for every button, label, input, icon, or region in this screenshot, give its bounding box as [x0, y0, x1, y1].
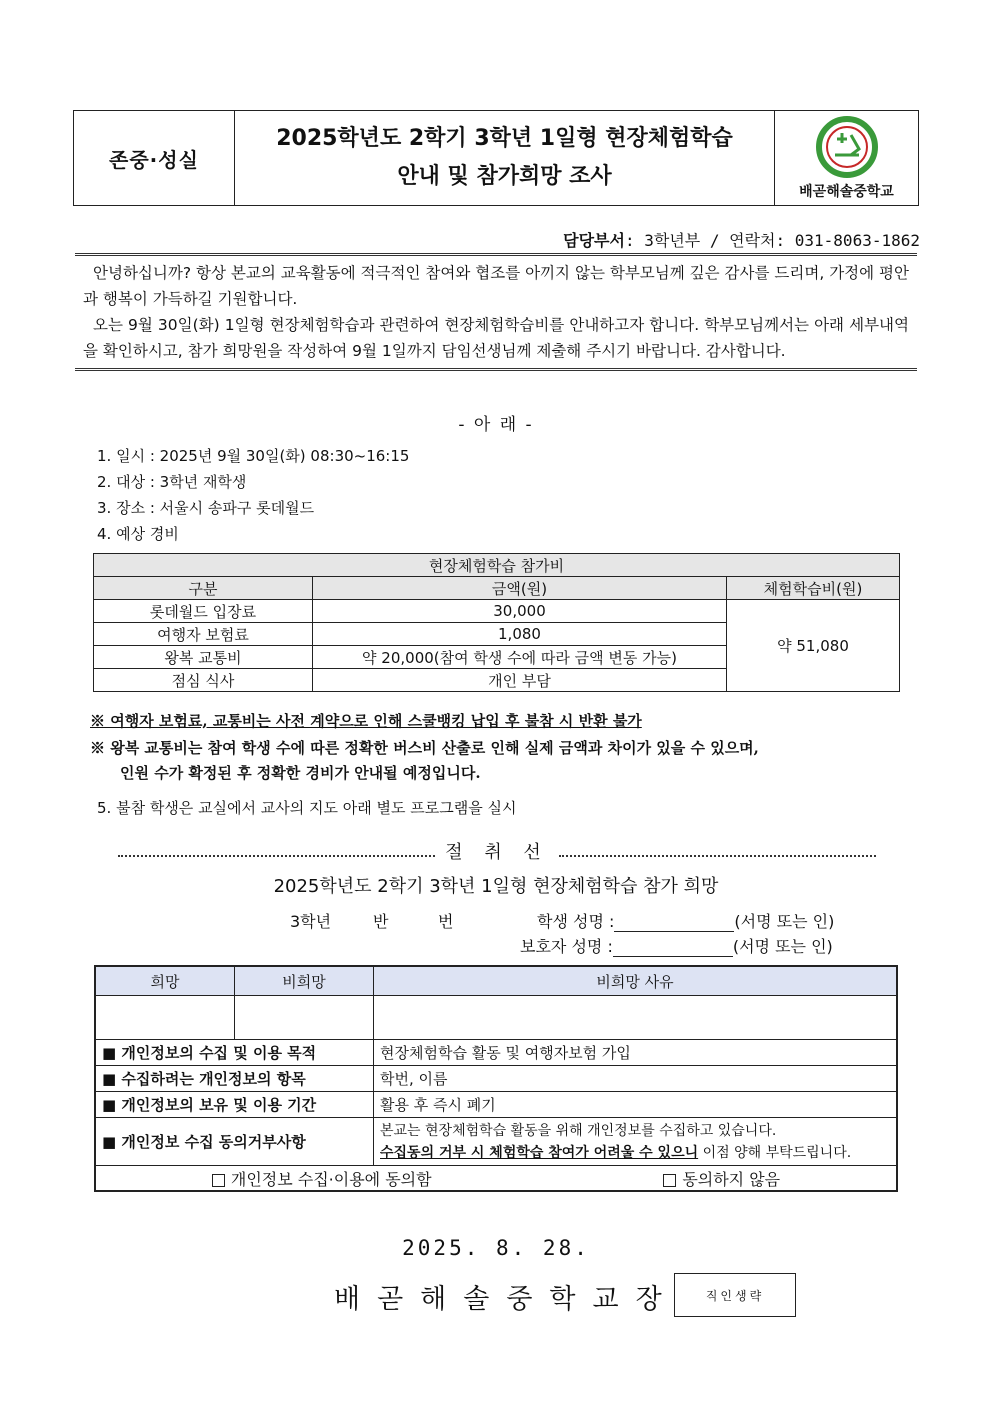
refuse-rest: 이점 양해 부탁드립니다.: [698, 1144, 852, 1161]
student-name-label: 학생 성명 :: [537, 912, 615, 931]
item-place: 3. 장소 : 서울시 송파구 롯데월드: [97, 499, 315, 517]
fee-amount: 약 20,000(참여 학생 수에 따라 금액 변동 가능): [313, 646, 727, 669]
fee-amount: 30,000: [313, 600, 727, 623]
note-refund: ※ 여행자 보험료, 교통비는 사전 계약으로 인해 스쿨뱅킹 납입 후 불참 시 반환 불가: [90, 712, 642, 730]
dept-label: 담당부서: [563, 231, 625, 250]
item-date: 1. 일시 : 2025년 9월 30일(화) 08:30~16:15: [97, 447, 410, 465]
fee-col-item: 구분: [94, 577, 313, 600]
reason-cell[interactable]: [374, 996, 898, 1040]
refuse-text: [374, 1118, 898, 1166]
fee-item: 롯데월드 입장료: [94, 600, 313, 623]
fee-caption: 현장체험학습 참가비: [94, 554, 900, 577]
fee-item: 점심 식사: [94, 669, 313, 692]
refuse-label: ■ 개인정보 수집 동의거부사항: [95, 1118, 374, 1166]
seal-box: 직인생략: [674, 1273, 796, 1317]
school-name-logo: 배곧해솔중학교: [799, 184, 894, 200]
school-logo: [775, 111, 918, 205]
intro-box: [75, 253, 917, 371]
agree-option[interactable]: [212, 1167, 432, 1190]
guardian-name-label: 보호자 성명 :: [520, 937, 613, 956]
student-name-field[interactable]: [614, 915, 734, 932]
cut-line: [118, 838, 876, 864]
refuse-line-1: 본교는 현장체험학습 활동을 위해 개인정보를 수집하고 있습니다.: [380, 1122, 777, 1139]
reply-title: 2025학년도 2학기 3학년 1일형 현장체험학습 참가 희망: [273, 876, 719, 897]
fee-amount: 개인 부담: [313, 669, 727, 692]
sign-note: (서명 또는 인): [732, 937, 833, 956]
school-emblem-icon: [815, 115, 879, 179]
col-no: 비희망: [235, 966, 374, 996]
privacy-label: ■ 개인정보의 보유 및 이용 기간: [95, 1092, 374, 1118]
school-motto: 존중·성실: [74, 111, 235, 205]
fee-item: 여행자 보험료: [94, 623, 313, 646]
sign-note: (서명 또는 인): [734, 912, 835, 931]
no-cell[interactable]: [235, 996, 374, 1040]
intro-paragraph-2: 오는 9월 30일(화) 1일형 현장체험학습과 관련하여 현장체험학습비를 안내하고자 합니다. 학부모님께서는 아래 세부내역을 확인하시고, 참가 희망원을 작성하여 9월 1일까지 담임선생님께 제출해 주시기 바랍니다. 감사합니다.: [83, 316, 909, 360]
header-box: [73, 110, 919, 206]
agree-label: 개인정보 수집·이용에 동의함: [230, 1169, 432, 1189]
refuse-warning: 수집동의 거부 시 체험학습 참여가 어려울 수 있으니: [380, 1144, 699, 1161]
title-line-2: 안내 및 참가희망 조사: [397, 164, 612, 189]
disagree-label: 동의하지 않음: [682, 1169, 781, 1189]
document-date: 2025. 8. 28.: [402, 1236, 590, 1260]
dept-info: : 3학년부 / 연락처: 031-8063-1862: [624, 231, 920, 250]
note-transport-2: 인원 수가 확정된 후 정확한 경비가 안내될 예정입니다.: [120, 764, 481, 782]
guardian-name-field[interactable]: [613, 940, 733, 957]
col-yes: 희망: [95, 966, 235, 996]
fee-amount: 1,080: [313, 623, 727, 646]
item-absent: 5. 불참 학생은 교실에서 교사의 지도 아래 별도 프로그램을 실시: [97, 799, 517, 817]
contact-line: [563, 228, 920, 251]
privacy-value: 활용 후 즉시 폐기: [374, 1092, 898, 1118]
fee-col-total: 체험학습비(원): [727, 577, 900, 600]
disagree-option[interactable]: [663, 1167, 780, 1190]
privacy-value: 학번, 이름: [374, 1066, 898, 1092]
grade-label: 3학년: [290, 912, 332, 931]
privacy-label: ■ 수집하려는 개인정보의 항목: [95, 1066, 374, 1092]
privacy-value: 현장체험학습 활동 및 여행자보험 가입: [374, 1040, 898, 1066]
fee-table: [93, 553, 900, 692]
title-line-1: 2025학년도 2학기 3학년 1일형 현장체험학습: [276, 126, 733, 151]
item-target: 2. 대상 : 3학년 재학생: [97, 473, 247, 491]
guardian-name-row: [520, 934, 833, 957]
section-heading: - 아 래 -: [458, 415, 534, 435]
cut-label: 절 취 선: [445, 842, 549, 863]
number-label: 번: [438, 912, 454, 931]
note-transport: ※ 왕복 교통비는 참여 학생 수에 따른 정확한 버스비 산출로 인해 실제 금액과 차이가 있을 수 있으며,: [90, 739, 759, 757]
student-name-row: [537, 909, 834, 932]
table-row: [94, 600, 900, 623]
intro-paragraph-1: 안녕하십니까? 항상 본교의 교육활동에 적극적인 참여와 협조를 아끼지 않는 학부모님께 깊은 감사를 드리며, 가정에 평안과 행복이 가득하길 기원합니다.: [83, 264, 909, 308]
disagree-checkbox[interactable]: [663, 1174, 676, 1187]
yes-cell[interactable]: [95, 996, 235, 1040]
fee-item: 왕복 교통비: [94, 646, 313, 669]
fee-total: 약 51,080: [727, 600, 900, 692]
agree-checkbox[interactable]: [212, 1174, 225, 1187]
cut-dots-left: [118, 845, 435, 857]
fee-col-amount: 금액(원): [313, 577, 727, 600]
consent-row: [95, 1166, 897, 1192]
document-title: [235, 111, 775, 205]
class-label: 반: [373, 912, 389, 931]
participation-form: [94, 965, 898, 1192]
cut-dots-right: [559, 845, 876, 857]
privacy-label: ■ 개인정보의 수집 및 이용 목적: [95, 1040, 374, 1066]
item-cost: 4. 예상 경비: [97, 525, 179, 543]
col-reason: 비희망 사유: [374, 966, 898, 996]
refuse-line-2: [380, 1142, 890, 1164]
principal-name: 배곧해솔중학교장: [334, 1284, 679, 1315]
